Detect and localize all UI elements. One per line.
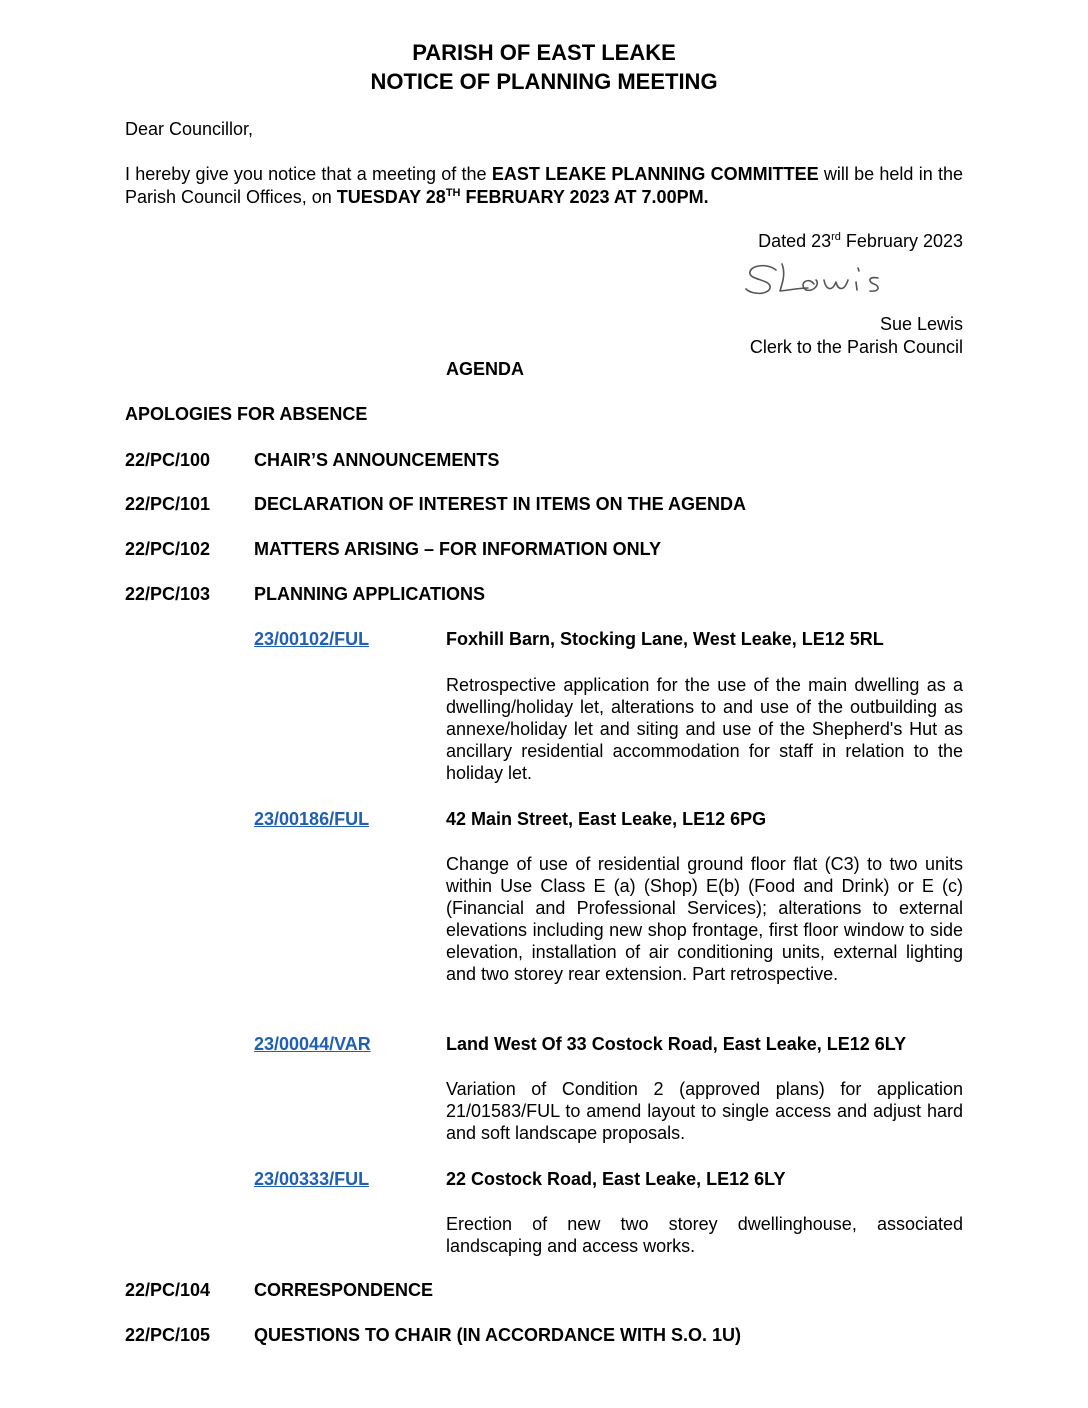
salutation: Dear Councillor, bbox=[125, 119, 254, 139]
dated-line bbox=[600, 230, 963, 253]
application-reference-link[interactable]: 23/00333/FUL bbox=[254, 1169, 370, 1189]
application-description: Erection of new two storey dwellinghouse, associated landscaping and access works. bbox=[446, 1214, 963, 1256]
title-line-2: NOTICE OF PLANNING MEETING bbox=[370, 69, 718, 94]
dated-suffix: rd bbox=[831, 231, 841, 243]
agenda-item-heading: MATTERS ARISING – FOR INFORMATION ONLY bbox=[254, 539, 662, 559]
document-title bbox=[0, 38, 1088, 96]
committee-name: EAST LEAKE PLANNING COMMITTEE bbox=[491, 164, 819, 184]
agenda-item-heading: CORRESPONDENCE bbox=[254, 1280, 434, 1300]
application-address: 22 Costock Road, East Leake, LE12 6LY bbox=[446, 1169, 786, 1189]
clerk-signature bbox=[740, 258, 960, 302]
meeting-date-rest: FEBRUARY 2023 AT 7.00PM. bbox=[460, 187, 709, 207]
application-description: Variation of Condition 2 (approved plans) for application 21/01583/FUL to amend layout to single access and adjust hard and soft landscape proposals. bbox=[446, 1079, 963, 1143]
notice-paragraph bbox=[125, 163, 963, 209]
agenda-item-number: 22/PC/102 bbox=[125, 539, 211, 559]
agenda-item-heading: DECLARATION OF INTEREST IN ITEMS ON THE AGENDA bbox=[254, 494, 747, 514]
agenda-item-heading: CHAIR’S ANNOUNCEMENTS bbox=[254, 450, 500, 470]
agenda-item-number: 22/PC/100 bbox=[125, 450, 211, 470]
application-address: Foxhill Barn, Stocking Lane, West Leake, LE12 5RL bbox=[446, 629, 884, 649]
signatory-role: Clerk to the Parish Council bbox=[749, 337, 963, 357]
notice-text-mid: will be held in the Parish Council Offices, on bbox=[125, 164, 963, 207]
application-reference-link[interactable]: 23/00044/VAR bbox=[254, 1034, 371, 1054]
meeting-date-day: TUESDAY 28 bbox=[336, 187, 446, 207]
signatory-name: Sue Lewis bbox=[879, 314, 963, 334]
agenda-item-number: 22/PC/101 bbox=[125, 494, 211, 514]
meeting-date-suffix: TH bbox=[445, 187, 461, 199]
apologies-heading: APOLOGIES FOR ABSENCE bbox=[125, 404, 368, 424]
application-address: 42 Main Street, East Leake, LE12 6PG bbox=[446, 809, 767, 829]
agenda-item-number: 22/PC/104 bbox=[125, 1280, 211, 1300]
agenda-title: AGENDA bbox=[446, 359, 525, 379]
agenda-item-heading: PLANNING APPLICATIONS bbox=[254, 584, 486, 604]
agenda-item-heading: QUESTIONS TO CHAIR (IN ACCORDANCE WITH S.O. 1U) bbox=[254, 1325, 742, 1345]
agenda-item-number: 22/PC/103 bbox=[125, 584, 211, 604]
notice-text-pre: I hereby give you notice that a meeting of the bbox=[125, 164, 492, 184]
application-address: Land West Of 33 Costock Road, East Leake, LE12 6LY bbox=[446, 1034, 907, 1054]
agenda-item-number: 22/PC/105 bbox=[125, 1325, 211, 1345]
dated-post: February 2023 bbox=[840, 231, 963, 251]
application-description: Change of use of residential ground floor flat (C3) to two units within Use Class E (a) (Shop) E(b) (Food and Drink) or E (c) (Financial and Professional Services); alterations to external elevations including new shop frontage, first floor window to side elevation, installation of air conditioning units, external lighting and two storey rear extension. Part retrospective. bbox=[446, 854, 963, 984]
application-description: Retrospective application for the use of the main dwelling as a dwelling/holiday let, alterations to and use of the outbuilding as annexe/holiday let and siting and use of the Shepherd's Hut as ancillary residential accommodation for staff in relation to the holiday let. bbox=[446, 675, 963, 783]
application-reference-link[interactable]: 23/00186/FUL bbox=[254, 809, 370, 829]
application-reference-link[interactable]: 23/00102/FUL bbox=[254, 629, 370, 649]
dated-pre: Dated 23 bbox=[758, 231, 832, 251]
title-line-1: PARISH OF EAST LEAKE bbox=[412, 40, 676, 65]
